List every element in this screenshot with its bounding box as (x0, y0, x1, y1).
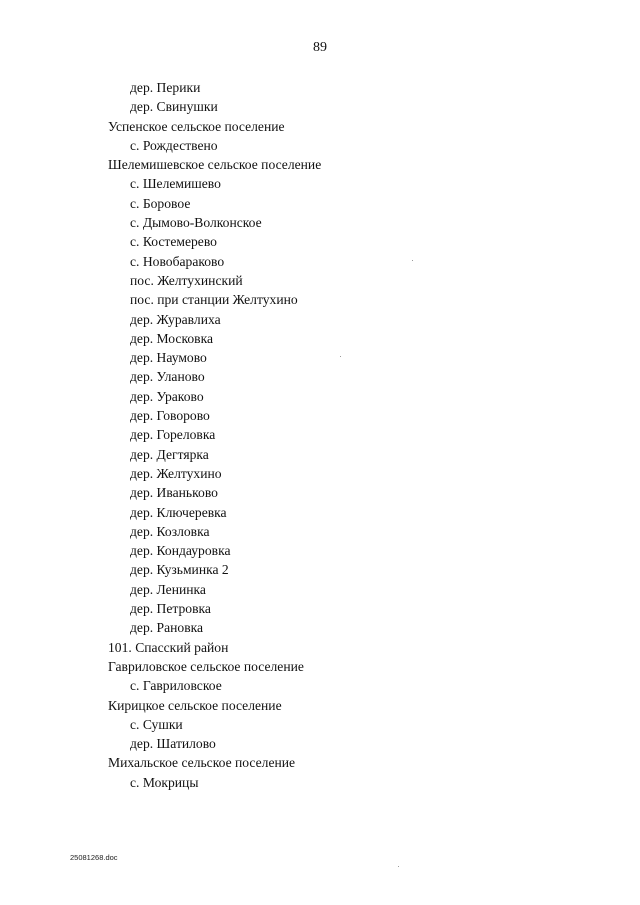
settlement-line: дер. Ленинка (130, 581, 206, 597)
section-heading-line: Успенское сельское поселение (108, 118, 285, 134)
settlement-line: дер. Говорово (130, 408, 210, 424)
section-heading-line: 101. Спасский район (108, 639, 229, 655)
settlement-line: дер. Гореловка (130, 427, 216, 443)
settlement-line: дер. Журавлиха (130, 311, 221, 327)
settlement-line: дер. Желтухино (130, 465, 222, 481)
settlement-line: с. Боровое (130, 195, 191, 211)
settlement-line: с. Шелемишево (130, 176, 221, 192)
settlement-line: дер. Свинушки (130, 99, 218, 115)
section-heading-line: Гавриловское сельское поселение (108, 658, 304, 674)
section-heading-line: Кирицкое сельское поселение (108, 697, 282, 713)
settlement-line: дер. Шатилово (130, 736, 216, 752)
scan-speck (412, 260, 413, 261)
settlement-line: с. Рождествено (130, 137, 218, 153)
settlement-line: с. Гавриловское (130, 678, 222, 694)
settlement-line: дер. Ураково (130, 388, 204, 404)
settlement-line: дер. Иваньково (130, 485, 218, 501)
settlement-line: с. Новобараково (130, 253, 225, 269)
settlement-line: с. Дымово-Волконское (130, 215, 262, 231)
settlement-line: дер. Перики (130, 80, 201, 95)
settlement-line: пос. при станции Желтухино (130, 292, 298, 308)
settlement-list (0, 78, 640, 792)
settlement-line: с. Сушки (130, 716, 183, 732)
page-number: 89 (313, 40, 327, 55)
settlement-line: дер. Козловка (130, 523, 210, 539)
settlement-line: дер. Кондауровка (130, 543, 231, 559)
settlement-line: дер. Рановка (130, 620, 204, 636)
settlement-line: дер. Уланово (130, 369, 205, 385)
settlement-line: дер. Дегтярка (130, 446, 209, 462)
settlement-line: дер. Московка (130, 330, 214, 346)
section-heading-line: Шелемишевское сельское поселение (108, 157, 322, 173)
settlement-line: с. Мокрицы (130, 774, 199, 790)
settlement-line: с. Костемерево (130, 234, 217, 250)
settlement-line: дер. Наумово (130, 350, 207, 366)
scan-speck (340, 356, 341, 357)
scan-speck (398, 866, 399, 867)
settlement-line: дер. Кузьминка 2 (130, 562, 229, 578)
settlement-line: дер. Ключеревка (130, 504, 227, 520)
footer-filename: 25081268.doc (70, 853, 118, 862)
settlement-line: пос. Желтухинский (130, 272, 243, 288)
settlement-line: дер. Петровка (130, 601, 211, 617)
section-heading-line: Михальское сельское поселение (108, 755, 296, 771)
